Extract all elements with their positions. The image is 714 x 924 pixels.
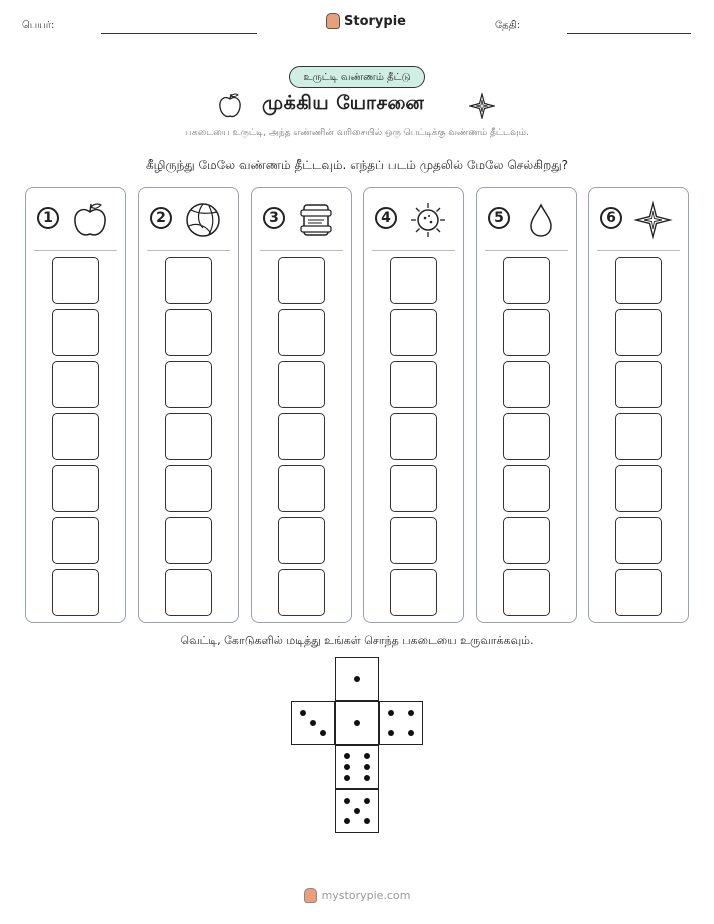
die-pip xyxy=(388,710,394,716)
color-box[interactable] xyxy=(165,309,212,356)
column-number: 3 xyxy=(263,207,285,229)
color-box[interactable] xyxy=(52,361,99,408)
die-pip xyxy=(354,808,360,814)
color-box[interactable] xyxy=(278,257,325,304)
water-drop-icon xyxy=(521,200,561,240)
color-box[interactable] xyxy=(165,257,212,304)
die-pip xyxy=(408,730,414,736)
column-4 xyxy=(363,187,464,623)
color-box[interactable] xyxy=(503,465,550,512)
activity-badge: உருட்டி வண்ணம் தீட்டு xyxy=(289,66,425,88)
color-box[interactable] xyxy=(165,569,212,616)
column-divider xyxy=(260,250,343,251)
color-box[interactable] xyxy=(278,413,325,460)
column-number: 4 xyxy=(375,207,397,229)
color-box[interactable] xyxy=(390,569,437,616)
color-box[interactable] xyxy=(52,569,99,616)
sparkle-icon xyxy=(469,93,495,119)
column-divider xyxy=(485,250,568,251)
die-pip xyxy=(354,676,360,682)
die-pip xyxy=(300,710,306,716)
column-divider xyxy=(597,250,680,251)
volleyball-icon xyxy=(183,200,223,240)
die-face-lower xyxy=(335,745,379,789)
column-divider xyxy=(372,250,455,251)
die-pip xyxy=(320,730,326,736)
color-box[interactable] xyxy=(615,257,662,304)
color-box[interactable] xyxy=(278,309,325,356)
color-box[interactable] xyxy=(503,361,550,408)
brand-name: Storypie xyxy=(344,13,406,29)
die-pip xyxy=(344,764,350,770)
brand-logo xyxy=(326,13,406,29)
footer-url: mystorypie.com xyxy=(321,889,411,902)
date-label: தேதி: xyxy=(495,20,521,31)
color-box[interactable] xyxy=(278,517,325,564)
cut-instructions: வெட்டி, கோடுகளில் மடித்து உங்கள் சொந்த பகடையை உருவாக்கவும். xyxy=(180,634,534,647)
die-pip xyxy=(364,775,370,781)
color-box[interactable] xyxy=(165,465,212,512)
column-number: 1 xyxy=(37,207,59,229)
die-pip xyxy=(310,720,316,726)
color-box[interactable] xyxy=(503,413,550,460)
die-pip xyxy=(364,764,370,770)
die-pip xyxy=(344,818,350,824)
name-line[interactable] xyxy=(101,33,257,34)
column-number: 5 xyxy=(488,207,510,229)
color-box[interactable] xyxy=(390,517,437,564)
die-pip xyxy=(344,798,350,804)
color-box[interactable] xyxy=(52,257,99,304)
apple-icon xyxy=(70,200,110,240)
date-line[interactable] xyxy=(567,33,691,34)
question-text: கீழிருந்து மேலே வண்ணம் தீட்டவும். எந்தப் படம் முதலில் மேலே செல்கிறது? xyxy=(145,158,569,172)
color-box[interactable] xyxy=(390,465,437,512)
color-box[interactable] xyxy=(503,309,550,356)
die-pip xyxy=(364,818,370,824)
storypie-mascot-icon xyxy=(326,13,340,29)
color-box[interactable] xyxy=(165,517,212,564)
die-face-right xyxy=(379,701,423,745)
column-number: 6 xyxy=(600,207,622,229)
color-box[interactable] xyxy=(615,309,662,356)
color-box[interactable] xyxy=(52,465,99,512)
color-box[interactable] xyxy=(278,465,325,512)
color-box[interactable] xyxy=(278,361,325,408)
column-6 xyxy=(588,187,689,623)
column-2 xyxy=(138,187,239,623)
color-box[interactable] xyxy=(165,413,212,460)
page-title: முக்கிய யோசனை xyxy=(262,92,425,114)
color-box[interactable] xyxy=(615,361,662,408)
sparkle-icon xyxy=(633,200,673,240)
die-face-left xyxy=(291,701,335,745)
die-pip xyxy=(388,730,394,736)
color-box[interactable] xyxy=(615,465,662,512)
apple-icon xyxy=(216,91,244,119)
die-pip xyxy=(344,753,350,759)
column-divider xyxy=(34,250,117,251)
die-face-center xyxy=(335,701,379,745)
column-divider xyxy=(147,250,230,251)
name-label: பெயர்: xyxy=(22,20,55,31)
column-number: 2 xyxy=(150,207,172,229)
color-box[interactable] xyxy=(503,517,550,564)
color-box[interactable] xyxy=(278,569,325,616)
storypie-mascot-icon xyxy=(304,888,317,903)
scroll-icon xyxy=(296,200,336,240)
color-box[interactable] xyxy=(52,309,99,356)
column-1 xyxy=(25,187,126,623)
die-pip xyxy=(354,720,360,726)
color-box[interactable] xyxy=(390,361,437,408)
die-pip xyxy=(364,753,370,759)
color-box[interactable] xyxy=(390,309,437,356)
color-box[interactable] xyxy=(503,569,550,616)
column-5 xyxy=(476,187,577,623)
color-box[interactable] xyxy=(615,413,662,460)
color-box[interactable] xyxy=(390,413,437,460)
color-box[interactable] xyxy=(52,413,99,460)
color-box[interactable] xyxy=(615,517,662,564)
die-face-top xyxy=(335,657,379,701)
color-box[interactable] xyxy=(615,569,662,616)
color-box[interactable] xyxy=(52,517,99,564)
die-pip xyxy=(408,710,414,716)
color-box[interactable] xyxy=(165,361,212,408)
die-face-bottom xyxy=(335,789,379,833)
color-box[interactable] xyxy=(390,257,437,304)
instructions-text: பகடையை உருட்டி, அந்த எண்ணின் வரிசையில் ஒரு பெட்டிக்கு வண்ணம் தீட்டவும். xyxy=(185,128,529,138)
die-pip xyxy=(344,775,350,781)
die-pip xyxy=(364,798,370,804)
column-3 xyxy=(251,187,352,623)
color-box[interactable] xyxy=(503,257,550,304)
footer xyxy=(0,888,714,903)
sun-icon xyxy=(408,200,448,240)
